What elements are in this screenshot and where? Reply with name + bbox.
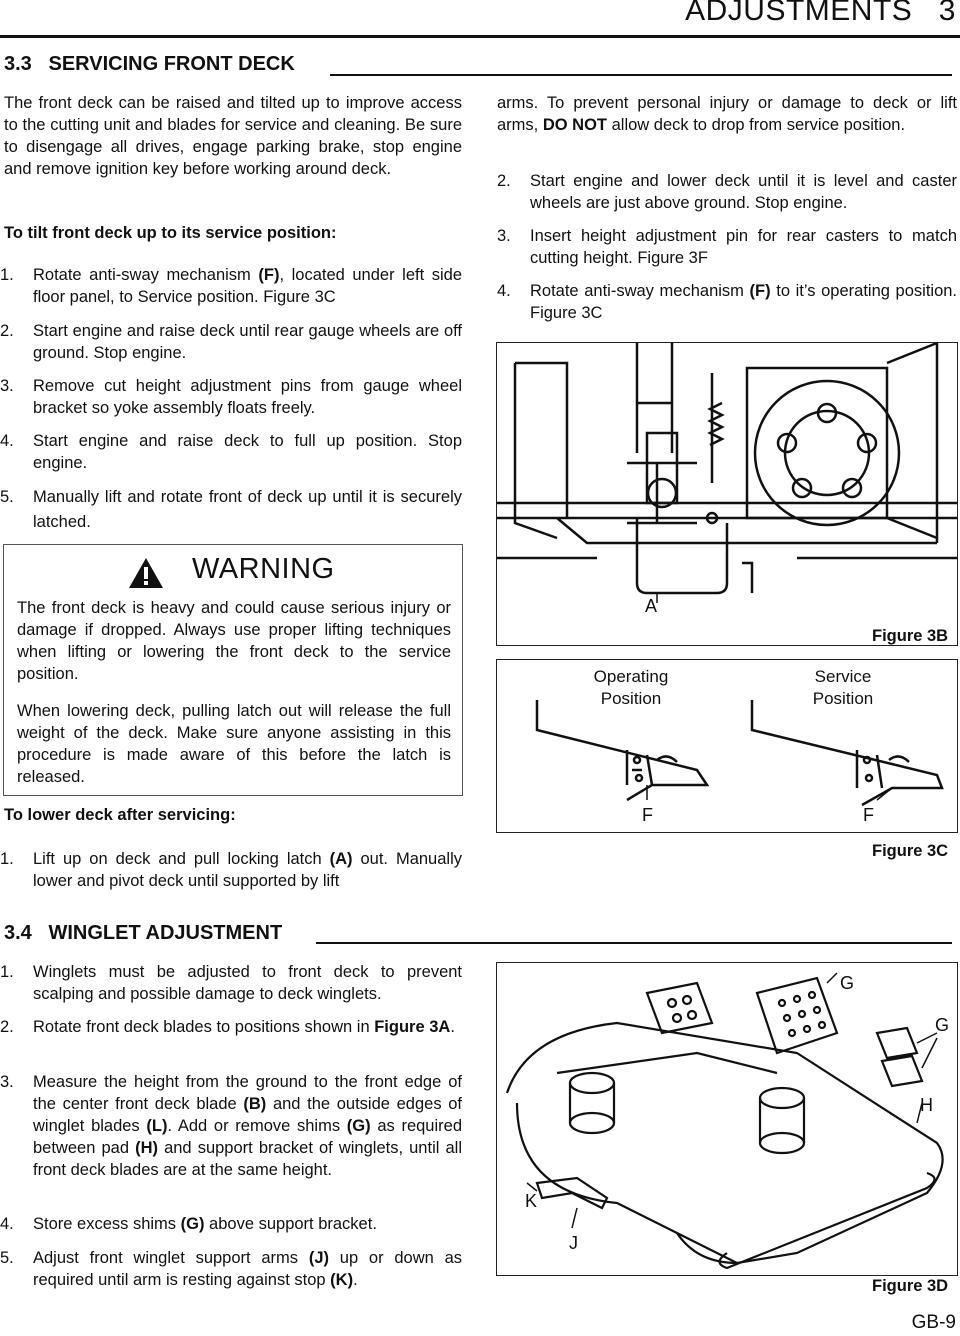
page-header: ADJUSTMENTS 3 bbox=[685, 0, 956, 27]
lower-step-4: 4. Rotate anti-sway mechanism (F) to it’s operating position. Figure 3C bbox=[497, 282, 958, 322]
tilt-step-5: 5. Manually lift and rotate front of deck up until it is securely latched. bbox=[0, 488, 462, 531]
figure-3b-label-a: A bbox=[645, 596, 658, 616]
lower-step-3: 3. Insert height adjustment pin for rear casters to match cutting height. Figure 3F bbox=[497, 227, 957, 267]
figure-3c-caption: Figure 3C bbox=[872, 842, 949, 860]
figure-3b-frame bbox=[496, 342, 958, 646]
figure-3d-caption: Figure 3D bbox=[872, 1277, 949, 1295]
figure-3c-frame bbox=[496, 659, 958, 833]
winglet-step-1: 1. Winglets must be adjusted to front deck to prevent scalping and possible damage to deck winglets. bbox=[0, 963, 462, 1003]
operating-position-label: Operating Position bbox=[593, 667, 669, 708]
tilt-step-4: 4. Start engine and raise deck to full up position. Stop engine. bbox=[0, 432, 462, 472]
figure-3d-label-g-shims: G bbox=[935, 1015, 950, 1035]
winglet-step-4: 4. Store excess shims (G) above support bracket. bbox=[0, 1215, 377, 1233]
figure-3b-drawing bbox=[497, 343, 957, 645]
header-rule bbox=[0, 35, 960, 38]
figure-3d-label-h: H bbox=[920, 1095, 933, 1115]
page-number: GB-9 bbox=[911, 1312, 956, 1333]
figure-3b-caption: Figure 3B bbox=[872, 627, 949, 645]
figure-3c-label-f-operating: F bbox=[642, 805, 653, 825]
section-3-3-title: 3.3 SERVICING FRONT DECK bbox=[4, 53, 295, 75]
figure-3d-label-j: J bbox=[569, 1233, 578, 1253]
figure-3d-label-k: K bbox=[525, 1191, 538, 1211]
lower-step-1-continued: arms. To prevent personal injury or damage to deck or lift arms, DO NOT allow deck to drop from service position. bbox=[497, 94, 957, 134]
section-rule bbox=[330, 74, 952, 76]
intro-paragraph: The front deck can be raised and tilted up to improve access to the cutting unit and blades for service and cleaning. Be sure to disengage all drives, engage parking brake, stop engine and remove ignition key before working around deck. bbox=[4, 94, 462, 178]
service-position-label: Service Position bbox=[812, 667, 874, 708]
tilt-heading: To tilt front deck up to its service position: bbox=[4, 224, 337, 242]
warning-triangle-icon bbox=[128, 557, 164, 594]
warning-box bbox=[3, 544, 463, 796]
figure-3c-label-f-service: F bbox=[863, 805, 874, 825]
figure-3d-drawing bbox=[497, 963, 957, 1275]
figure-3d-frame bbox=[496, 962, 958, 1276]
lower-step-1: 1. Lift up on deck and pull locking latch (A) out. Manually lower and pivot deck until supported by lift bbox=[0, 850, 462, 890]
section-3-4-title: 3.4 WINGLET ADJUSTMENT bbox=[4, 922, 283, 944]
lower-heading: To lower deck after servicing: bbox=[4, 806, 236, 824]
warning-paragraph-1: The front deck is heavy and could cause serious injury or damage if dropped. Always use proper lifting techniques when lifting or lowering the front deck to the service position. bbox=[17, 599, 451, 683]
winglet-step-3: 3. Measure the height from the ground to the front edge of the center front deck blade (B) and the outside edges of winglet blades (L). Add or remove shims (G) as required between pad (H) and support bracket of winglets, until all front deck blades are at the same height. bbox=[0, 1073, 462, 1179]
winglet-step-2: 2. Rotate front deck blades to positions shown in Figure 3A. bbox=[0, 1018, 455, 1036]
figure-3d-label-g-pad: G bbox=[840, 973, 855, 993]
section-rule bbox=[316, 942, 952, 944]
warning-title: WARNING bbox=[192, 553, 335, 585]
tilt-step-2: 2. Start engine and raise deck until rear gauge wheels are off ground. Stop engine. bbox=[0, 322, 462, 362]
warning-paragraph-2: When lowering deck, pulling latch out will release the full weight of the deck. Make sure anyone assisting in this procedure is made aware of this before the latch is released. bbox=[17, 702, 451, 786]
winglet-step-5: 5. Adjust front winglet support arms (J) up or down as required until arm is resting against stop (K). bbox=[0, 1249, 463, 1289]
lower-step-2: 2. Start engine and lower deck until it is level and caster wheels are just above ground. Stop engine. bbox=[497, 172, 957, 212]
tilt-step-1: 1. Rotate anti-sway mechanism (F), located under left side floor panel, to Service position. Figure 3C bbox=[0, 266, 462, 306]
tilt-step-3: 3. Remove cut height adjustment pins from gauge wheel bracket so yoke assembly floats freely. bbox=[0, 377, 462, 417]
